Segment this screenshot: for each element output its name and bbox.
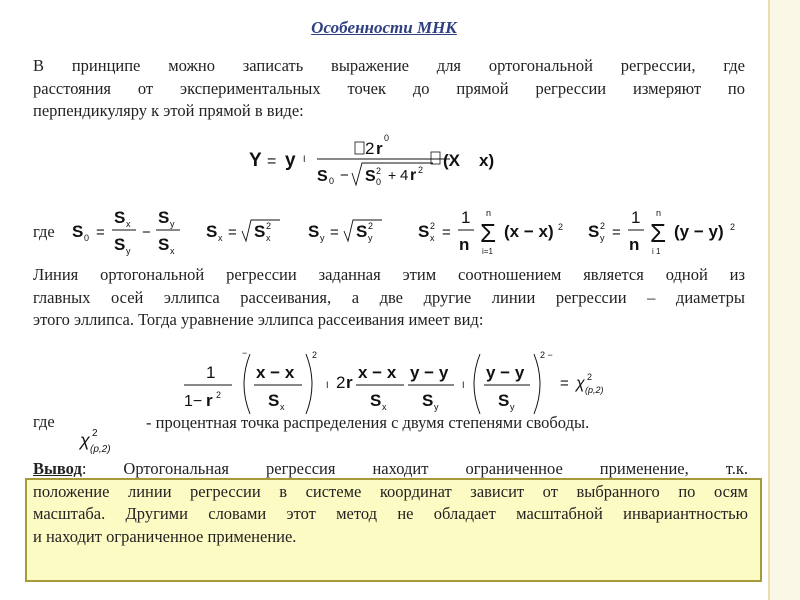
svg-text:2: 2	[430, 221, 436, 231]
conclusion-line: и находит ограниченное применение.	[33, 526, 297, 546]
svg-text:2: 2	[365, 139, 375, 158]
svg-text:1: 1	[631, 208, 641, 227]
svg-text:n: n	[656, 208, 662, 218]
svg-text:n: n	[629, 235, 640, 254]
middle-line: Линия ортогональной регрессии заданная этим соотношением является одной из	[33, 265, 745, 284]
svg-text:x: x	[382, 402, 387, 412]
side-strip	[768, 0, 800, 600]
svg-text:=: =	[330, 224, 339, 241]
svg-text:y: y	[170, 219, 175, 229]
svg-text:−: −	[340, 167, 349, 184]
orthogonal-regression-formula	[245, 132, 515, 192]
svg-text:y: y	[126, 246, 131, 256]
svg-text:x: x	[430, 233, 435, 243]
intro-line: перпендикуляру к этой прямой в виде:	[33, 101, 304, 120]
gde-label: где	[33, 222, 55, 241]
svg-text:χ: χ	[576, 375, 585, 392]
svg-text:−: −	[142, 224, 151, 241]
svg-text:i=1: i=1	[482, 247, 493, 256]
svg-text:S: S	[308, 222, 320, 241]
svg-text:x: x	[126, 219, 131, 229]
svg-text:=: =	[560, 375, 569, 392]
svg-text:y: y	[510, 402, 515, 412]
svg-text:S: S	[317, 168, 328, 185]
svg-text:=: =	[228, 224, 237, 241]
svg-text:i 1: i 1	[652, 247, 661, 256]
chi-square-symbol	[78, 422, 128, 456]
svg-text:2: 2	[587, 372, 593, 382]
svg-text:n: n	[459, 235, 470, 254]
svg-text:0: 0	[84, 233, 90, 243]
svg-text:0: 0	[376, 177, 382, 187]
middle-paragraph	[33, 264, 745, 332]
svg-text:(p,2): (p,2)	[90, 444, 111, 455]
svg-text:x: x	[218, 233, 223, 243]
slide-title: Особенности МНК	[311, 18, 457, 37]
svg-text:S: S	[588, 222, 600, 241]
svg-text:x − x: x − x	[256, 363, 295, 382]
conclusion-first-line	[33, 458, 748, 481]
svg-text:x: x	[170, 246, 175, 256]
svg-text:r: r	[206, 391, 213, 410]
svg-text:2: 2	[266, 221, 272, 231]
definitions-formula-row	[68, 200, 748, 264]
svg-text:y: y	[434, 402, 439, 412]
conclusion-line: положение линии регрессии в системе координат зависит от выбранного по осям	[33, 481, 748, 501]
svg-text:Y: Y	[249, 150, 262, 171]
svg-text:2: 2	[558, 222, 564, 232]
svg-text:S: S	[418, 222, 430, 241]
svg-text:1−: 1−	[184, 393, 203, 410]
svg-text:1: 1	[461, 208, 471, 227]
svg-text:−: −	[242, 348, 248, 358]
svg-text:Σ: Σ	[480, 218, 497, 248]
svg-text:S: S	[365, 168, 376, 185]
svg-text:S: S	[356, 222, 368, 241]
svg-text:y − y: y − y	[486, 363, 525, 382]
svg-text:0: 0	[384, 133, 390, 143]
svg-text:1: 1	[206, 363, 216, 382]
intro-line: расстояния от экспериментальных точек до прямой регрессии измеряют по	[33, 78, 745, 98]
svg-text:=: =	[442, 224, 451, 241]
svg-text:2: 2	[336, 373, 346, 392]
svg-text:S: S	[206, 222, 218, 241]
svg-text:=: =	[267, 153, 277, 170]
ellipse-equation	[180, 348, 620, 418]
svg-text:2: 2	[600, 221, 606, 231]
svg-text:r: r	[346, 373, 353, 392]
svg-text:I: I	[462, 380, 465, 390]
svg-text:y: y	[368, 233, 373, 243]
svg-text:(X: (X	[443, 151, 460, 170]
conclusion-line: : Ортогональная регрессия находит ограниченное применение, т.к.	[81, 459, 748, 478]
svg-text:S: S	[114, 208, 126, 227]
svg-text:I: I	[303, 154, 306, 164]
svg-text:S: S	[498, 391, 510, 410]
intro-line: В принципе можно записать выражение для ортогональной регрессии, где	[33, 56, 745, 75]
svg-text:+: +	[388, 167, 397, 183]
gde-label: где	[33, 412, 55, 431]
svg-text:2: 2	[312, 350, 318, 360]
svg-text:=: =	[96, 224, 105, 241]
svg-text:r: r	[410, 167, 417, 184]
conclusion-label: Вывод	[33, 459, 82, 478]
svg-text:4: 4	[400, 167, 409, 184]
svg-text:y: y	[320, 233, 325, 243]
svg-text:r: r	[376, 139, 383, 158]
svg-text:S: S	[114, 235, 126, 254]
svg-text:2: 2	[730, 222, 736, 232]
svg-text:I: I	[326, 380, 329, 390]
svg-text:2: 2	[368, 221, 374, 231]
svg-text:(y − y): (y − y)	[674, 222, 724, 241]
svg-text:(p,2): (p,2)	[585, 385, 604, 395]
svg-text:S: S	[254, 222, 266, 241]
svg-text:S: S	[422, 391, 434, 410]
svg-text:x: x	[266, 233, 271, 243]
middle-line: этого эллипса. Тогда уравнение эллипса рассеивания имеет вид:	[33, 310, 484, 329]
svg-text:S: S	[158, 208, 170, 227]
svg-text:x − x: x − x	[358, 363, 397, 382]
svg-text:S: S	[370, 391, 382, 410]
svg-text:χ: χ	[80, 430, 90, 450]
svg-text:n: n	[486, 208, 492, 218]
svg-text:(x − x): (x − x)	[504, 222, 554, 241]
conclusion-text	[33, 458, 748, 548]
svg-text:2: 2	[92, 428, 98, 439]
svg-text:0: 0	[329, 176, 335, 186]
svg-text:S: S	[268, 391, 280, 410]
intro-paragraph	[33, 55, 745, 123]
svg-text:=: =	[612, 224, 621, 241]
middle-line: главных осей эллипса рассеивания, а две другие линии регрессии – диаметры	[33, 287, 745, 307]
svg-text:S: S	[72, 222, 84, 241]
svg-text:x: x	[280, 402, 285, 412]
svg-text:2: 2	[418, 165, 424, 175]
side-divider	[768, 0, 770, 600]
svg-text:2: 2	[376, 166, 382, 176]
svg-text:y: y	[285, 150, 296, 171]
svg-text:2: 2	[216, 390, 222, 400]
svg-text:y: y	[600, 233, 605, 243]
svg-text:x): x)	[479, 151, 495, 170]
svg-text:y − y: y − y	[410, 363, 449, 382]
conclusion-line: масштаба. Другими словами этот метод не обладает масштабной инвариантностью	[33, 504, 748, 523]
percent-point-text: - процентная точка распределения с двумя степенями свободы.	[146, 413, 590, 432]
svg-text:Σ: Σ	[650, 218, 667, 248]
svg-text:S: S	[158, 235, 170, 254]
svg-text:2 −: 2 −	[540, 350, 553, 360]
